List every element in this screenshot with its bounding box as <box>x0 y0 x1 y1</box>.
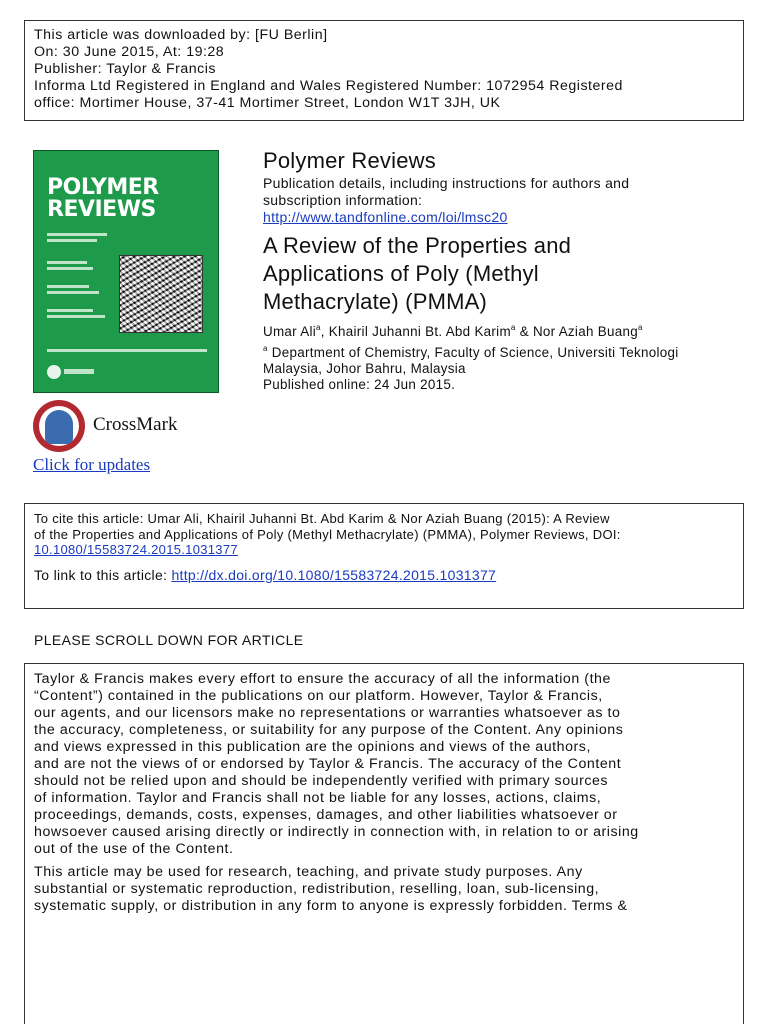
click-for-updates-link[interactable]: Click for updates <box>33 455 151 474</box>
download-info-line: office: Mortimer House, 37-41 Mortimer Street, London W1T 3JH, UK <box>34 95 501 111</box>
download-info-line: Informa Ltd Registered in England and Wales Registered Number: 1072954 Registered <box>34 78 623 94</box>
affiliation-marker: a <box>316 323 321 332</box>
citation-line: To cite this article: Umar Ali, Khairil Juhanni Bt. Abd Karim & Nor Aziah Buang (2015): A Review <box>34 511 610 526</box>
download-info-line: Publisher: Taylor & Francis <box>34 61 216 77</box>
affiliation-marker: a <box>510 323 516 332</box>
disclaimer-paragraph: Taylor & Francis makes every effort to ensure the accuracy of all the information (the “Content”) contained in the publications on our platform. However, Taylor & Francis, our agents, and our licensors make no representations or warranties whatsoever as to the accuracy, completeness, or suitability for any purpose of the Content. Any opinions and views expressed in this publication are the opinions and views of the authors, and are not the views of or endorsed by Taylor & Francis. The accuracy of the Content should not be relied upon and should be independently verified with primary sources of information. Taylor and Francis shall not be liable for any losses, actions, claims, proceedings, demands, costs, expenses, damages, and other liabilities whatsoever or howsoever caused arising directly or indirectly in connection with, in relation to or arising out of the use of the Content. <box>34 671 639 857</box>
article-title: A Review of the Properties and Applications of Poly (Methyl Methacrylate) (PMMA) <box>263 233 572 314</box>
publisher-logo-icon <box>47 365 61 379</box>
affiliation-marker: a <box>637 323 643 332</box>
cover-text-block <box>47 291 99 294</box>
cover-text-block <box>47 267 93 270</box>
affiliation: $^a$ Department of Chemistry, Faculty of Science, Universiti Teknologi Malaysia, Johor Bahru, Malaysia Published online: 24 Jun 2015. <box>263 345 733 393</box>
journal-url-link[interactable]: http://www.tandfonline.com/loi/lmsc20 <box>263 209 508 225</box>
cover-text-block <box>47 309 93 312</box>
article-url-link[interactable]: http://dx.doi.org/10.1080/15583724.2015.1031377 <box>171 566 497 583</box>
article-link-row <box>34 568 734 584</box>
cover-text-block <box>47 285 89 288</box>
cover-text-block <box>47 233 107 236</box>
journal-title: Polymer Reviews <box>263 148 436 173</box>
crossmark-badge[interactable] <box>33 400 223 452</box>
citation-line: of the Properties and Applications of Poly (Methyl Methacrylate) (PMMA), Polymer Reviews, DOI: <box>34 526 621 542</box>
journal-info <box>263 147 733 393</box>
cover-text-block <box>64 369 94 374</box>
author-name: & Nor Aziah Buang <box>515 324 638 339</box>
author-name: , Khairil Juhanni Bt. Abd Karim <box>320 324 511 339</box>
disclaimer-box <box>24 663 744 1024</box>
cover-pattern-image <box>119 255 203 333</box>
cover-text-block <box>47 315 105 318</box>
download-info-box <box>24 20 744 121</box>
scroll-down-note: PLEASE SCROLL DOWN FOR ARTICLE <box>34 632 304 648</box>
download-info-line: On: 30 June 2015, At: 19:28 <box>34 44 225 60</box>
affiliation-marker: a <box>263 344 268 353</box>
author-list <box>263 323 733 340</box>
journal-cover-image <box>33 150 219 393</box>
cover-text-block <box>47 261 87 264</box>
citation-box <box>24 503 744 609</box>
doi-link[interactable]: 10.1080/15583724.2015.1031377 <box>34 542 238 557</box>
disclaimer-paragraph: This article may be used for research, teaching, and private study purposes. Any substantial or systematic reproduction, redistribution, reselling, loan, sub-licensing, systematic supply, or distribution in any form to anyone is expressly forbidden. Terms & <box>34 864 628 914</box>
author-name: Umar Ali <box>263 324 316 339</box>
crossmark-icon <box>33 400 85 452</box>
cover-title: POLYMER REVIEWS <box>47 175 159 222</box>
download-info-line: This article was downloaded by: [FU Berlin] <box>34 27 328 43</box>
link-label: To link to this article: <box>34 566 172 583</box>
cover-text-block <box>47 349 207 352</box>
cover-text-block <box>47 239 97 242</box>
published-date: Published online: 24 Jun 2015. <box>263 377 456 392</box>
crossmark-label: CrossMark <box>93 414 178 435</box>
publication-details: Publication details, including instructions for authors and subscription information: http://www.tandfonline.com/loi/lmsc20 <box>263 175 733 226</box>
